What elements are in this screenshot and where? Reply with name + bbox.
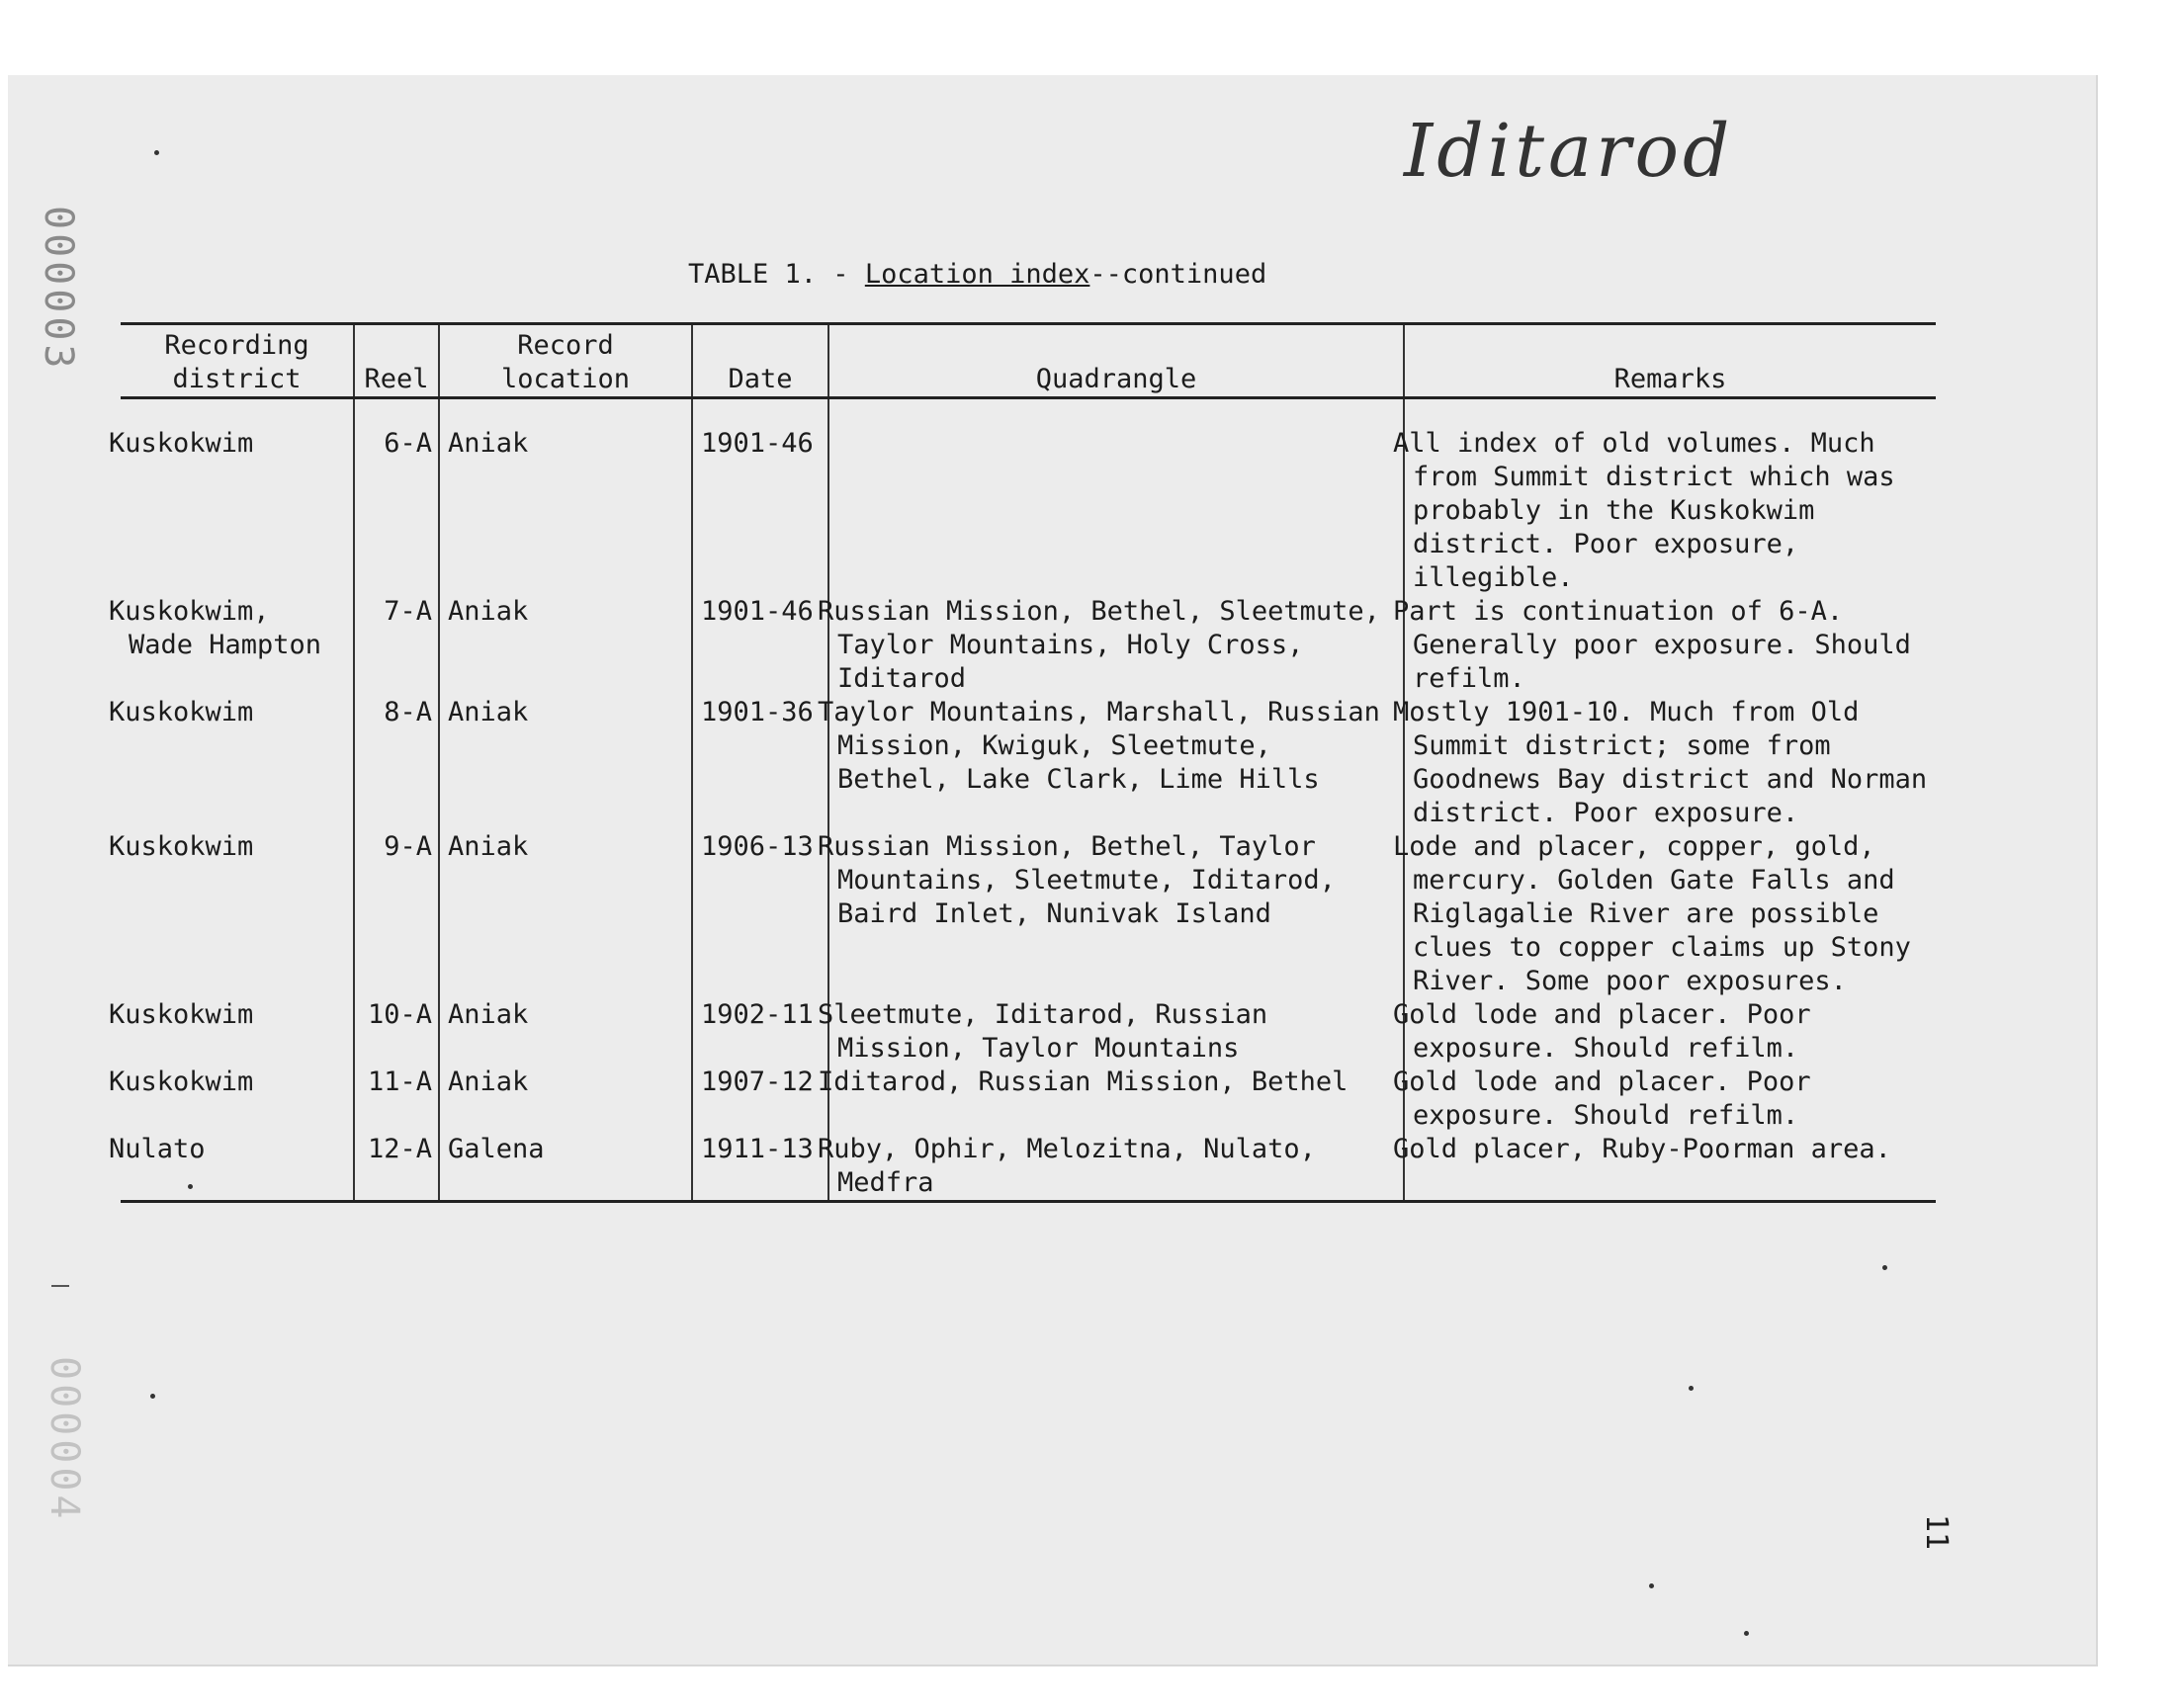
table-row [121,998,1936,1066]
cell-quadrangle: Ruby, Ophir, Melozitna, Nulato, Medfra [828,1133,1404,1202]
cell-district: Kuskokwim [109,1067,254,1097]
cell-quadrangle: Sleetmute, Iditarod, Russian Mission, Taylor Mountains [828,998,1404,1066]
table-row [121,1066,1936,1133]
cell-date: 1901-46 [692,398,828,596]
cell-district: Kuskokwim [109,831,254,862]
table-row [121,398,1936,596]
cell-date: 1901-36 [692,696,828,830]
cell-remarks: Mostly 1901-10. Much from Old Summit district; some from Goodnews Bay district and Norman district. Poor exposure. [1404,696,1936,830]
cell-date: 1911-13 [692,1133,828,1202]
cell-reel: 12-A [354,1133,439,1202]
cell-location: Aniak [439,1066,692,1133]
cell-location: Aniak [439,696,692,830]
scan-mark [51,1285,69,1287]
cell-location: Aniak [439,998,692,1066]
table-title [688,259,1266,290]
cell-reel: 8-A [354,696,439,830]
cell-reel: 11-A [354,1066,439,1133]
cell-reel: 6-A [354,398,439,596]
table-row [121,595,1936,696]
cell-date: 1901-46 [692,595,828,696]
cell-reel: 10-A [354,998,439,1066]
table-row [121,696,1936,830]
cell-quadrangle: Russian Mission, Bethel, Taylor Mountains, Sleetmute, Iditarod, Baird Inlet, Nunivak Island [828,830,1404,998]
scan-speck [150,1394,155,1399]
cell-date: 1907-12 [692,1066,828,1133]
handwritten-note: Iditarod [1404,109,1734,194]
cell-quadrangle [828,398,1404,596]
header-reel: Reel [354,324,439,398]
cell-location: Aniak [439,398,692,596]
cell-location: Galena [439,1133,692,1202]
cell-remarks: All index of old volumes. Much from Summit district which was probably in the Kuskokwim district. Poor exposure, illegible. [1404,398,1936,596]
location-index-table [109,322,1936,1203]
cell-location: Aniak [439,830,692,998]
frame-number-stamp-bottom: 000004 [42,1356,87,1523]
cell-quadrangle: Russian Mission, Bethel, Sleetmute, Taylor Mountains, Holy Cross, Iditarod [828,595,1404,696]
scan-speck [1689,1386,1694,1391]
cell-reel: 7-A [354,595,439,696]
cell-district: Nulato [121,1133,354,1202]
header-record-location: Record location [439,324,692,398]
header-quadrangle: Quadrangle [828,324,1404,398]
cell-district: Kuskokwim [109,999,254,1030]
cell-quadrangle: Iditarod, Russian Mission, Bethel [828,1066,1404,1133]
cell-reel: 9-A [354,830,439,998]
cell-district: Kuskokwim [109,697,254,727]
cell-remarks: Gold lode and placer. Poor exposure. Should refilm. [1404,998,1936,1066]
frame-number-stamp-top: 000003 [36,206,81,373]
table-row [121,830,1936,998]
cell-quadrangle: Taylor Mountains, Marshall, Russian Mission, Kwiguk, Sleetmute, Bethel, Lake Clark, Lime Hills [828,696,1404,830]
cell-district: Kuskokwim [109,428,254,459]
table-title-prefix: TABLE 1. - [688,259,865,290]
scan-speck [1744,1631,1749,1636]
scan-speck [154,150,159,155]
cell-remarks: Part is continuation of 6-A. Generally poor exposure. Should refilm. [1404,595,1936,696]
cell-remarks: Gold placer, Ruby-Poorman area. [1404,1133,1936,1202]
header-remarks: Remarks [1404,324,1936,398]
page-number: 11 [1919,1514,1954,1551]
header-recording-district: Recording district [121,324,354,398]
cell-remarks: Lode and placer, copper, gold, mercury. Golden Gate Falls and Riglagalie River are possible clues to copper claims up Stony River. Some poor exposures. [1404,830,1936,998]
table-header-row [121,324,1936,398]
cell-remarks: Gold lode and placer. Poor exposure. Should refilm. [1404,1066,1936,1133]
scan-speck [1649,1583,1654,1588]
cell-date: 1906-13 [692,830,828,998]
table-row [121,1133,1936,1202]
scan-speck [188,1184,193,1189]
cell-district: Kuskokwim, Wade Hampton [109,596,322,660]
header-date: Date [692,324,828,398]
table-title-suffix: --continued [1089,259,1267,290]
scan-speck [1882,1265,1887,1270]
cell-location: Aniak [439,595,692,696]
table-title-underlined: Location index [864,259,1090,290]
cell-date: 1902-11 [692,998,828,1066]
